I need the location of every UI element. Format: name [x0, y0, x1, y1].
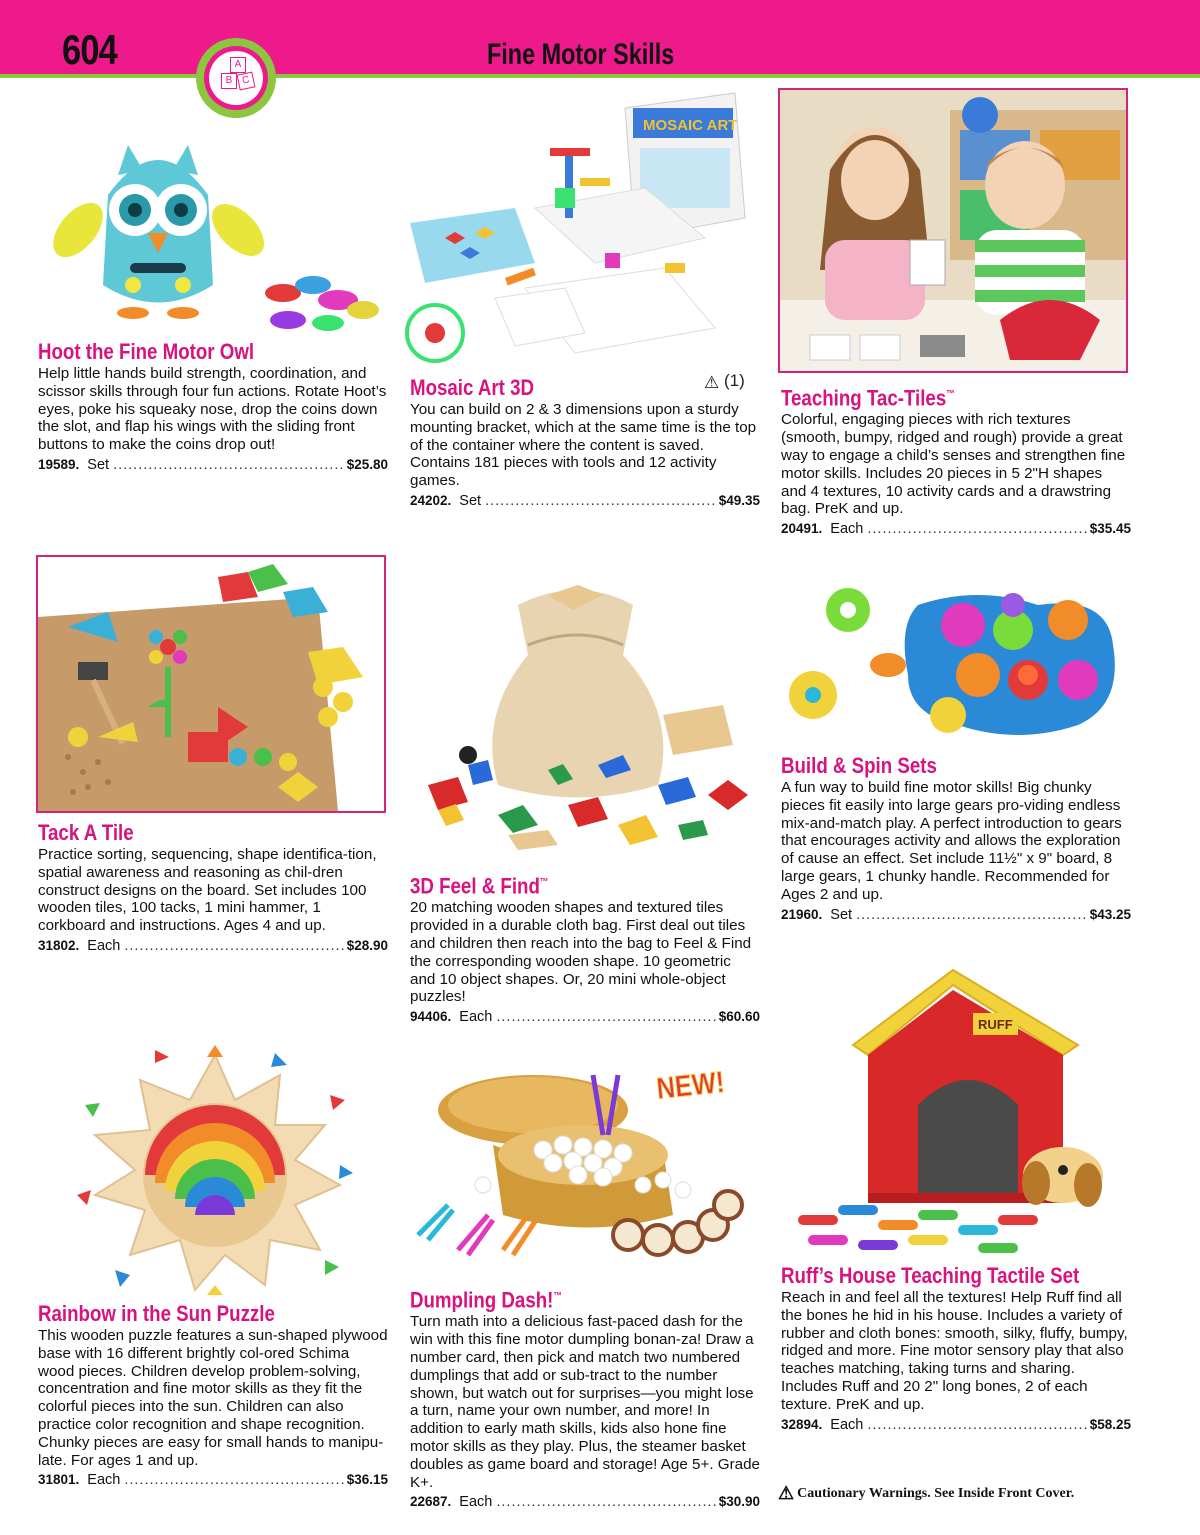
unit: Each	[830, 521, 864, 538]
product-title[interactable]: 3D Feel & Find	[410, 873, 540, 899]
price: $30.90	[718, 1494, 760, 1510]
tack-a-tile-image[interactable]	[36, 555, 386, 813]
price: $58.25	[1089, 1416, 1131, 1432]
leader-dots	[856, 906, 1087, 925]
tac-tiles-image[interactable]	[778, 88, 1128, 373]
section-title: Fine Motor Skills	[487, 38, 675, 71]
product-ruffs-house	[781, 1264, 1131, 1435]
unit: Each	[459, 1494, 493, 1511]
price: $25.80	[346, 456, 388, 472]
price: $35.45	[1089, 521, 1131, 537]
product-description: Reach in and feel all the textures! Help Ruff find all the bones he hid in his house. Includes a variety of rubber and cloth bones: smooth, silky, fluffy, bumpy, ridged and more. Fine motor sensory play that also teaches matching, taking turns and sharing. Includes Ruff and 20 2" long bones, 2 of each texture. PreK and up.	[781, 1289, 1128, 1413]
product-description: Practice sorting, sequencing, shape identifica-tion, spatial awareness and reasoning as chil-dren construct designs on the board. Set includes 100 wooden tiles, 100 tacks, 1 mini hammer, 1 corkboard and instructions. Ages 4 and up.	[38, 846, 377, 935]
hoot-owl-image[interactable]	[38, 135, 383, 335]
product-title-wrap[interactable]	[410, 871, 708, 898]
product-description: You can build on 2 & 3 dimensions upon a sturdy mounting bracket, which at the same time is the top of the container where the content is saved. Contains 181 pieces with tools and 12 activity games.	[410, 401, 757, 490]
sku: 20491.	[781, 521, 823, 537]
abc-blocks-icon	[196, 38, 276, 118]
price: $60.60	[718, 1009, 760, 1025]
price-line	[781, 519, 1131, 539]
new-badge: NEW!	[655, 1065, 727, 1106]
ruffs-house-image[interactable]	[778, 965, 1128, 1260]
price-line	[410, 1492, 760, 1512]
warning-triangle-icon: ⚠	[778, 1483, 795, 1503]
feel-and-find-image[interactable]	[408, 555, 753, 860]
product-build-and-spin	[781, 754, 1131, 925]
product-title[interactable]: Rainbow in the Sun Puzzle	[38, 1301, 275, 1326]
trademark: ™	[553, 1291, 562, 1302]
unit: Set	[87, 456, 110, 473]
unit: Set	[459, 492, 482, 509]
price: $43.25	[1089, 906, 1131, 922]
product-title[interactable]: Hoot the Fine Motor Owl	[38, 339, 255, 364]
review-count[interactable]: (1)	[724, 371, 745, 390]
sku: 21960.	[781, 906, 823, 922]
price-line	[781, 1415, 1131, 1435]
product-feel-and-find	[410, 871, 760, 1027]
leader-dots	[485, 492, 716, 511]
product-description: This wooden puzzle features a sun-shaped plywood base with 16 different brightly col-ored Schima wood pieces. Children develop problem-solving, concentration and fine motor skills as they fit the colorful pieces into the sun. Children can also practice color recognition and shape recognition. Chunky pieces are easy for small hands to manipu-late. For ages 1 and up.	[38, 1327, 388, 1469]
product-mosaic-art	[410, 376, 760, 511]
leader-dots	[496, 1493, 715, 1512]
sku: 19589.	[38, 456, 80, 472]
product-rainbow-sun	[38, 1302, 388, 1490]
build-and-spin-image[interactable]	[778, 575, 1128, 750]
product-title[interactable]: Tack A Tile	[38, 820, 134, 845]
trademark: ™	[946, 389, 955, 400]
price: $28.90	[346, 937, 388, 953]
product-title[interactable]: Ruff’s House Teaching Tactile Set	[781, 1263, 1080, 1288]
page-number: 604	[62, 26, 118, 73]
leader-dots	[124, 937, 343, 956]
rainbow-sun-puzzle-image[interactable]	[75, 1045, 355, 1295]
leader-dots	[496, 1008, 715, 1027]
product-tack-a-tile	[38, 821, 388, 956]
sku: 22687.	[410, 1494, 452, 1510]
product-dumpling-dash	[410, 1285, 760, 1512]
trademark: ™	[539, 877, 549, 888]
product-description: 20 matching wooden shapes and textured tiles provided in a durable cloth bag. First deal out tiles and children then reach into the bag to Feel & Find the corresponding wooden shape. 10 geometric and 10 object shapes. Or, 20 mini whole-object puzzles!	[410, 899, 752, 1006]
caution-text: Cautionary Warnings. See Inside Front Cover.	[797, 1486, 1075, 1501]
block-b: B	[221, 73, 237, 89]
unit: Each	[87, 1472, 121, 1489]
sku: 24202.	[410, 492, 452, 508]
price-line	[38, 1470, 388, 1490]
product-tac-tiles	[781, 383, 1131, 539]
leader-dots	[113, 456, 344, 475]
sku: 31801.	[38, 1472, 80, 1488]
price-line	[781, 905, 1131, 925]
price: $49.35	[718, 492, 760, 508]
leader-dots	[867, 520, 1086, 539]
header-divider	[0, 74, 1200, 78]
block-c: C	[237, 72, 256, 91]
leader-dots	[124, 1471, 343, 1490]
sku: 32894.	[781, 1416, 823, 1432]
unit: Set	[830, 906, 853, 923]
price-line	[410, 1007, 760, 1027]
box-label: MOSAIC ART	[643, 117, 738, 134]
sku: 31802.	[38, 937, 80, 953]
product-description: A fun way to build fine motor skills! Big chunky pieces fit easily into large gears pro-viding endless mix-and-match play. A perfect introduction to gears that encourages activity and allows the exploration of cause an effect. Set include 11½" x 9" board, 8 large gears, 1 chunky handle. Recommended for Ages 2 and up.	[781, 779, 1122, 903]
product-description: Help little hands build strength, coordination, and scissor skills through four fun actions. Rotate Hoot’s eyes, poke his squeaky nose, drop the coins down the slot, and flap his wings with the sliding front buttons to make the coins drop out!	[38, 365, 387, 454]
price-line	[38, 936, 388, 956]
block-a: A	[230, 57, 246, 73]
product-title[interactable]: Teaching Tac-Tiles	[781, 385, 947, 411]
product-description: Turn math into a delicious fast-paced dash for the win with this fine motor dumpling bonan-za! Draw a number card, then pick and match two numbered dumplings that add or sub-tract to the number shown, but watch out for surprises—you might lose a turn, name your own number, and more! In addition to early math skills, kids also hone fine motor skills as they play. Plus, the steamer basket doubles as game board and storage! Age 5+. Grade K+.	[410, 1313, 760, 1491]
price: $36.15	[346, 1472, 388, 1488]
price-line	[410, 491, 760, 511]
caution-notice	[778, 1483, 1074, 1504]
unit: Each	[459, 1009, 493, 1026]
product-title-wrap[interactable]	[410, 1285, 708, 1312]
product-title[interactable]: Build & Spin Sets	[781, 753, 937, 778]
ruff-sign: RUFF	[978, 1017, 1013, 1032]
warning-triangle-icon: ⚠	[704, 373, 720, 392]
unit: Each	[830, 1416, 864, 1433]
leader-dots	[867, 1416, 1086, 1435]
price-line	[38, 455, 388, 475]
product-description: Colorful, engaging pieces with rich textures (smooth, bumpy, ridged and rough) provide a great way to engage a child’s senses and strengthen fine motor skills. Includes 20 pieces in 5 2"H shapes and 4 textures, 10 activity cards and a drawstring bag. PreK and up.	[781, 411, 1126, 518]
product-title[interactable]: Dumpling Dash!	[410, 1287, 554, 1313]
product-hoot-owl	[38, 340, 388, 475]
product-title-wrap[interactable]	[781, 383, 1079, 410]
sku: 94406.	[410, 1009, 452, 1025]
product-title[interactable]: Mosaic Art 3D	[410, 375, 535, 400]
mosaic-art-image[interactable]	[405, 88, 755, 368]
unit: Each	[87, 937, 121, 954]
